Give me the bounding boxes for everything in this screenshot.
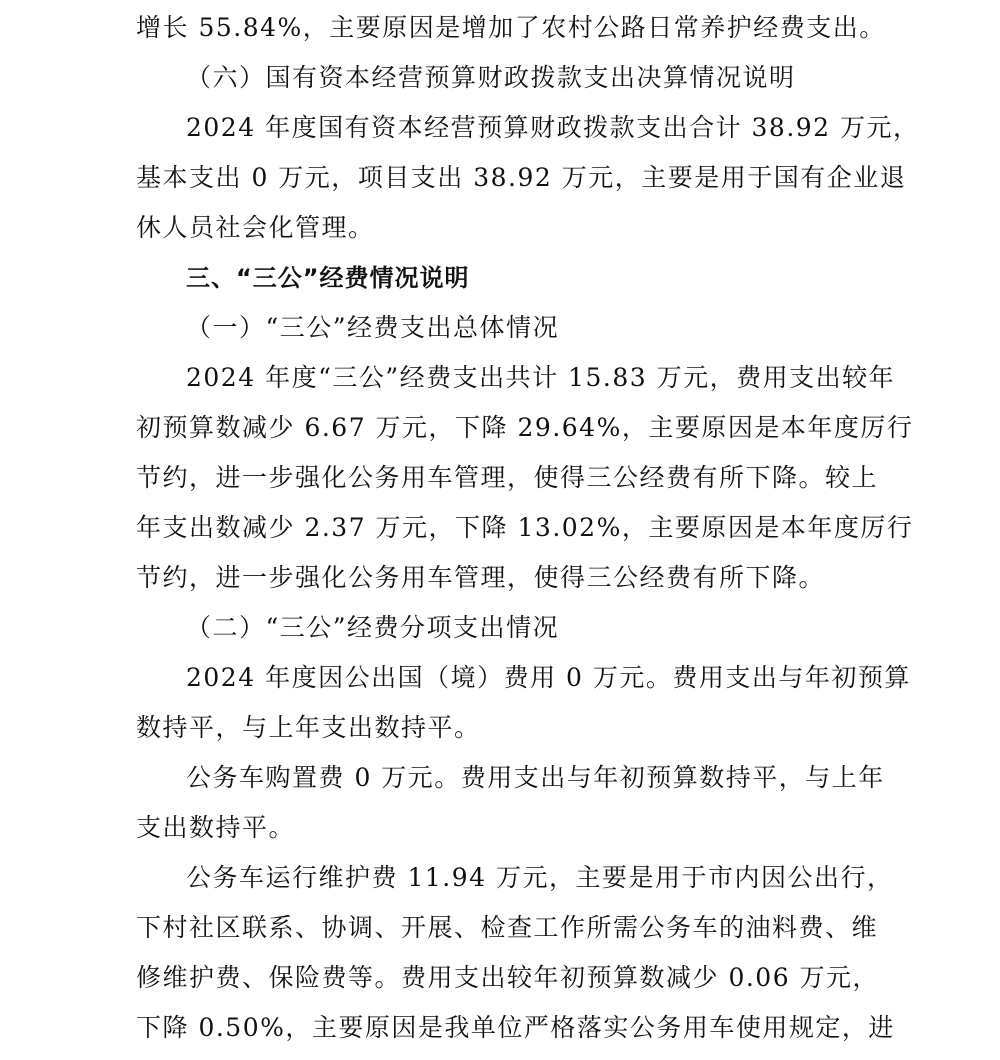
paragraph-line: 增长 55.84%，主要原因是增加了农村公路日常养护经费支出。 (136, 13, 886, 42)
paragraph-line: 2024 年度国有资本经营预算财政拨款支出合计 38.92 万元， (186, 113, 920, 142)
paragraph-line: 节约，进一步强化公务用车管理，使得三公经费有所下降。较上 (136, 463, 879, 492)
paragraph-line: 修维护费、保险费等。费用支出较年初预算数减少 0.06 万元， (136, 963, 880, 992)
paragraph-line: 节约，进一步强化公务用车管理，使得三公经费有所下降。 (136, 563, 826, 592)
paragraph-line: 基本支出 0 万元，项目支出 38.92 万元，主要是用于国有企业退 (136, 163, 907, 192)
section-heading-6: （六）国有资本经营预算财政拨款支出决算情况说明 (186, 63, 796, 92)
paragraph-line: 休人员社会化管理。 (136, 213, 375, 242)
paragraph-line: 2024 年度因公出国（境）费用 0 万元。费用支出与年初预算 (186, 663, 911, 692)
subsection-heading-1: （一）“三公”经费支出总体情况 (186, 313, 560, 342)
paragraph-line: 数持平，与上年支出数持平。 (136, 713, 481, 742)
paragraph-line: 2024 年度“三公”经费支出共计 15.83 万元，费用支出较年 (186, 363, 896, 392)
paragraph-line: 初预算数减少 6.67 万元，下降 29.64%，主要原因是本年度厉行 (136, 413, 914, 442)
paragraph-line: 支出数持平。 (136, 813, 296, 842)
paragraph-line: 年支出数减少 2.37 万元，下降 13.02%，主要原因是本年度厉行 (136, 513, 914, 542)
subsection-heading-2: （二）“三公”经费分项支出情况 (186, 613, 560, 642)
section-heading-3: 三、“三公”经费情况说明 (186, 264, 470, 292)
paragraph-line: 下降 0.50%，主要原因是我单位严格落实公务用车使用规定，进 (136, 1013, 895, 1042)
paragraph-line: 公务车购置费 0 万元。费用支出与年初预算数持平，与上年 (186, 763, 885, 792)
paragraph-line: 公务车运行维护费 11.94 万元，主要是用于市内因公出行， (186, 863, 894, 892)
paragraph-line: 下村社区联系、协调、开展、检查工作所需公务车的油料费、维 (136, 913, 879, 942)
